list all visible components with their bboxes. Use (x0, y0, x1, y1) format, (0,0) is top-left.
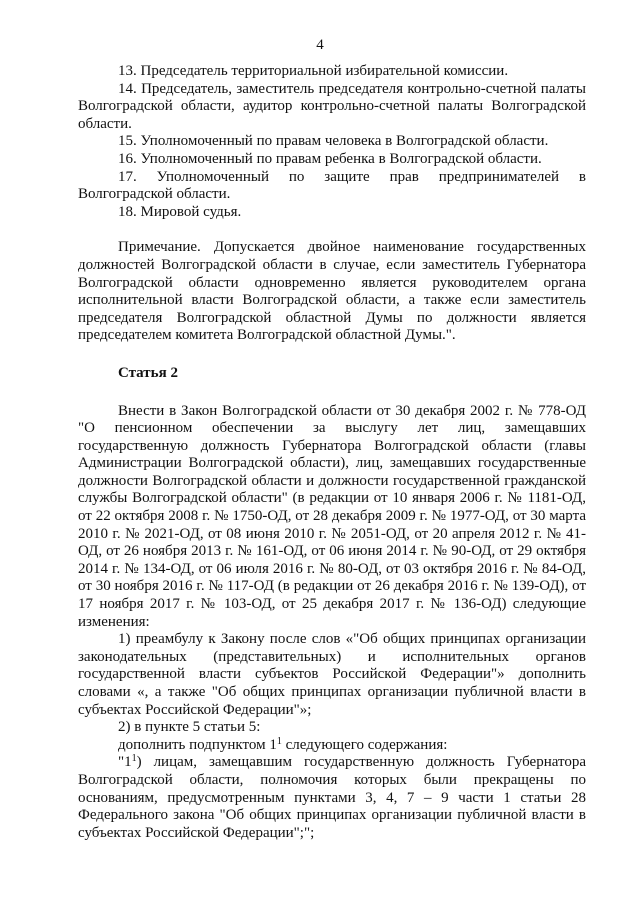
list-item-14: 14. Председатель, заместитель председателя контрольно-счетной палаты Волгоградской области, аудитор контрольно-счетной палаты Волгоградской области. (78, 80, 586, 132)
document-body (78, 63, 586, 842)
add-subparagraph-line (78, 737, 586, 755)
quote-text-before: "1 (118, 754, 132, 771)
list-item-16: 16. Уполномоченный по правам ребенка в Волгоградской области. (118, 150, 542, 167)
list-item-18: 18. Мировой судья. (118, 203, 242, 220)
amendment-item-1: 1) преамбулу к Закону после слов «"Об общих принципах организации законодательных (представительных) и исполнительных органов государственной власти субъектов Российской Федерации"» дополнить словами «, а также "Об общих принципах организации публичной власти в субъектах Российской Федерации"»; (78, 631, 586, 718)
add-text-after: следующего содержания: (281, 736, 448, 753)
article-intro: Внести в Закон Волгоградской области от 30 декабря 2002 г. № 778-ОД "О пенсионном обеспечении за выслугу лет лиц, замещавших государственную должность Губернатора Волгоградской области (главы Администрации Волгоградской области), лиц, замещавших государственные должности Волгоградской области и должности государственной гражданской службы Волгоградской области" (в редакции от 10 января 2006 г. № 1181-ОД, от 22 октября 2008 г. № 1750-ОД, от 28 декабря 2009 г. № 1977-ОД, от 30 марта 2010 г. № 2021-ОД, от 08 июня 2010 г. № 2051-ОД, от 20 апреля 2012 г. № 41-ОД, от 26 ноября 2013 г. № 161-ОД, от 06 июня 2014 г. № 90-ОД, от 29 октября 2014 г. № 134-ОД, от 06 июля 2016 г. № 80-ОД, от 03 октября 2016 г. № 84-ОД, от 30 ноября 2016 г. № 117-ОД (в редакции от 26 декабря 2016 г. № 139-ОД), от 17 ноября 2017 г. № 103-ОД, от 25 декабря 2017 г. № 136-ОД) следующие изменения: (78, 402, 586, 630)
quote-superscript: 1 (131, 753, 137, 765)
note-paragraph: Примечание. Допускается двойное наименование государственных должностей Волгоградской области в случае, если заместитель Губернатора Волгоградской области одновременно является руководителем органа исполнительной власти Волгоградской области, а также если заместитель председателя Волгоградской областной Думы по должности является председателем комитета Волгоградской областной Думы.". (78, 239, 586, 344)
article-heading: Статья 2 (118, 364, 178, 381)
amendment-item-2: 2) в пункте 5 статьи 5: (118, 719, 261, 736)
quoted-subparagraph (78, 754, 586, 842)
page-number: 4 (316, 37, 324, 53)
add-text-before: дополнить подпунктом 1 (118, 736, 277, 753)
list-item-17: 17. Уполномоченный по защите прав предпринимателей в Волгоградской области. (78, 168, 586, 203)
list-item-15: 15. Уполномоченный по правам человека в Волгоградской области. (118, 133, 549, 150)
add-superscript: 1 (276, 735, 282, 747)
quote-text-after: ) лицам, замещавшим государственную должность Губернатора Волгоградской области, полномочия которых были прекращены по основаниям, предусмотренным пунктами 3, 4, 7 – 9 части 1 статьи 28 Федерального закона "Об общих принципах организации публичной власти в субъектах Российской Федерации";"; (78, 754, 586, 841)
list-item-13: 13. Председатель территориальной избирательной комиссии. (118, 63, 509, 79)
